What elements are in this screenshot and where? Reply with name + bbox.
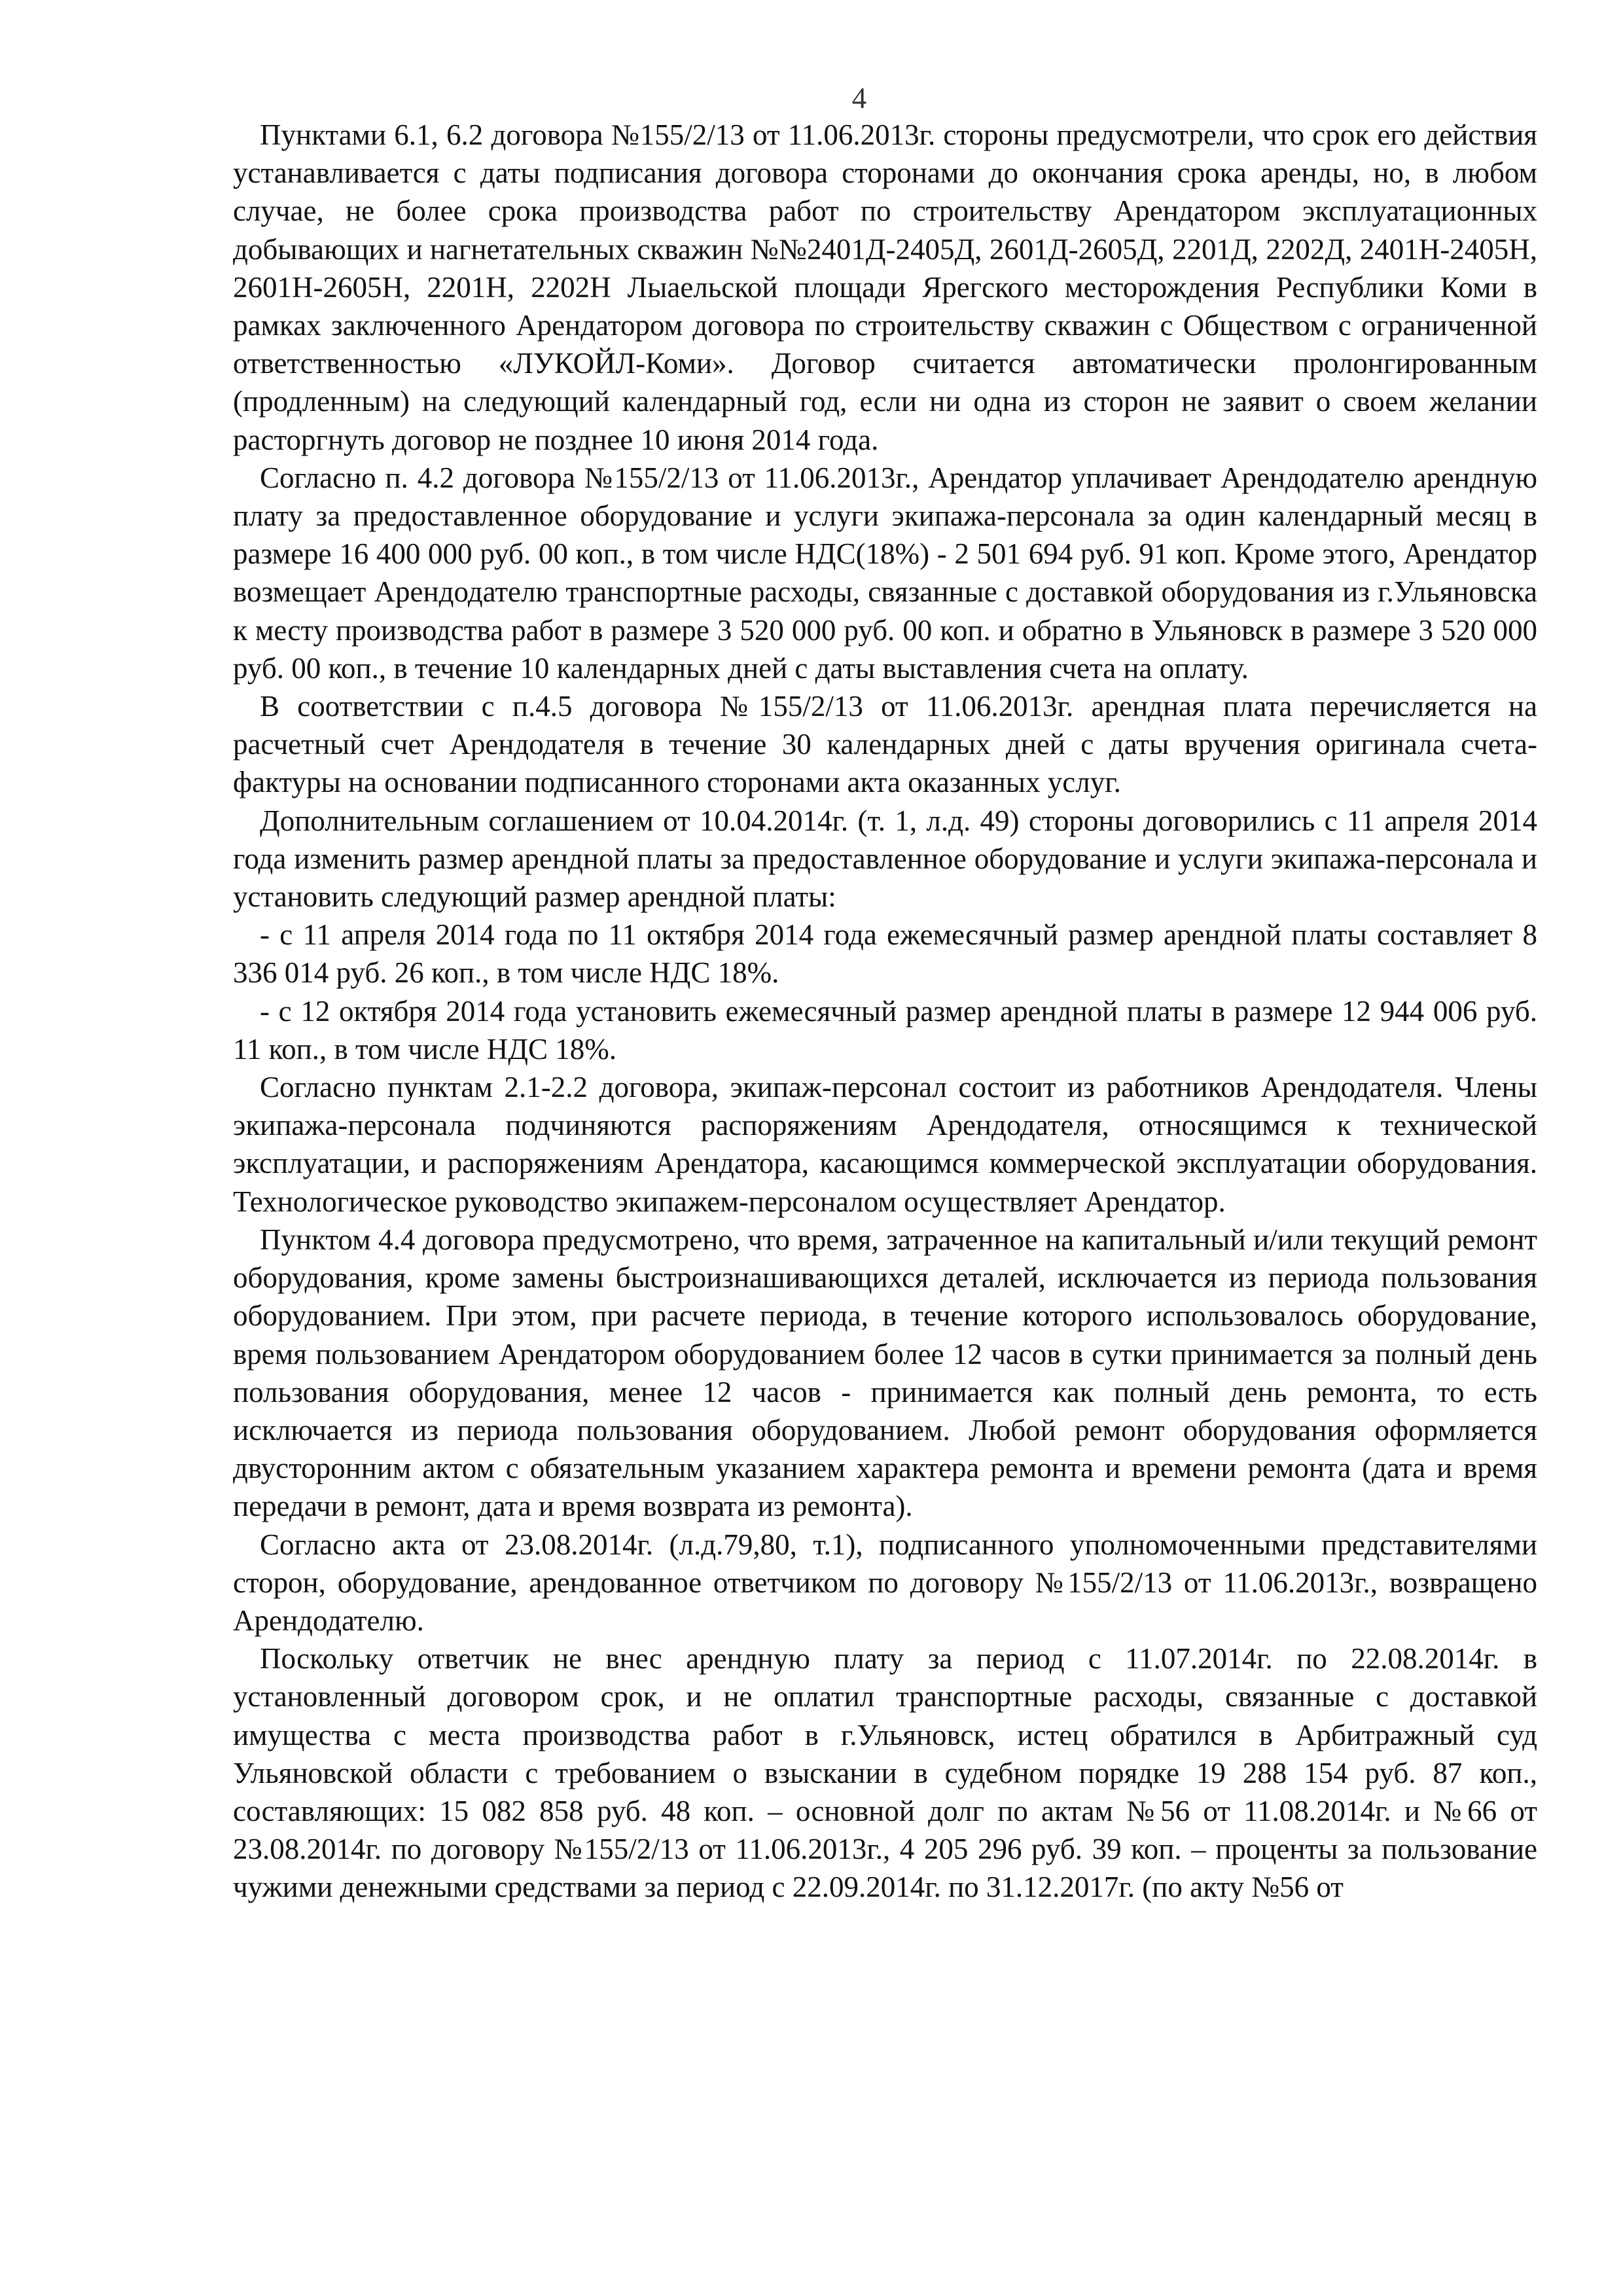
paragraph-crew-personnel: Согласно пунктам 2.1-2.2 договора, экипаж-персонал состоит из работников Арендодателя. Члены экипажа-персонала подчиняются распоряжениям Арендодателя, относящимся к технической эксплуатации, и распоряжениям Арендатора, касающимся коммерческой эксплуатации оборудования. Технологическое руководство экипажем-персоналом осуществляет Арендатор. [233,1071,1537,1218]
paragraph-contract-term: Пунктами 6.1, 6.2 договора №155/2/13 от 11.06.2013г. стороны предусмотрели, что срок его действия устанавливается с даты подписания договора сторонами до окончания срока аренды, но, в любом случае, не более срока производства работ по строительству Арендатором эксплуатационных добывающих и нагнетательных скважин №№2401Д-2405Д, 2601Д-2605Д, 2201Д, 2202Д, 2401Н-2405Н, 2601Н-2605Н, 2201Н, 2202Н Лыаельской площади Ярегского месторождения Республики Коми в рамках заключенного Арендатором договора по строительству скважин с Обществом с ограниченной ответственностью «ЛУКОЙЛ-Коми». Договор считается автоматически пролонгированным (продленным) на следующий календарный год, если ни одна из сторон не заявит о своем желании расторгнуть договор не позднее 10 июня 2014 года. [233,118,1537,456]
paragraph-repair-time: Пунктом 4.4 договора предусмотрено, что время, затраченное на капитальный и/или текущий ремонт оборудования, кроме замены быстроизнашивающихся деталей, исключается из периода пользования оборудованием. При этом, при расчете периода, в течение которого использовалось оборудование, время пользованием Арендатором оборудованием более 12 часов в сутки принимается за полный день пользования оборудования, менее 12 часов - принимается как полный день ремонта, то есть исключается из периода пользования оборудованием. Любой ремонт оборудования оформляется двусторонним актом с обязательным указанием характера ремонта и времени ремонта (дата и время передачи в ремонт, дата и время возврата из ремонта). [233,1223,1537,1523]
paragraph-supplementary-agreement: Дополнительным соглашением от 10.04.2014г. (т. 1, л.д. 49) стороны договорились с 11 апреля 2014 года изменить размер арендной платы за предоставленное оборудование и услуги экипажа-персонала и установить следующий размер арендной платы: [233,804,1537,914]
page-number: 4 [851,82,867,115]
document-body [233,116,1537,1907]
paragraph-return-act: Согласно акта от 23.08.2014г. (л.д.79,80, т.1), подписанного уполномоченными представителями сторон, оборудование, арендованное ответчиком по договору №155/2/13 от 11.06.2013г., возвращено Арендодателю. [233,1528,1537,1637]
paragraph-rent-amount: Согласно п. 4.2 договора №155/2/13 от 11.06.2013г., Арендатор уплачивает Арендодателю арендную плату за предоставленное оборудование и услуги экипажа-персонала за один календарный месяц в размере 16 400 000 руб. 00 коп., в том числе НДС(18%) - 2 501 694 руб. 91 коп. Кроме этого, Арендатор возмещает Арендодателю транспортные расходы, связанные с доставкой оборудования из г.Ульяновска к месту производства работ в размере 3 520 000 руб. 00 коп. и обратно в Ульяновск в размере 3 520 000 руб. 00 коп., в течение 10 календарных дней с даты выставления счета на оплату. [233,461,1537,685]
paragraph-rent-payment: В соответствии с п.4.5 договора №155/2/13 от 11.06.2013г. арендная плата перечисляется на расчетный счет Арендодателя в течение 30 календарных дней с даты вручения оригинала счета-фактуры на основании подписанного сторонами акта оказанных услуг. [233,690,1537,799]
paragraph-rent-from-october: - с 12 октября 2014 года установить ежемесячный размер арендной платы в размере 12 944 006 руб. 11 коп., в том числе НДС 18%. [233,994,1537,1066]
paragraph-rent-april-october: - с 11 апреля 2014 года по 11 октября 2014 года ежемесячный размер арендной платы составляет 8 336 014 руб. 26 коп., в том числе НДС 18%. [233,918,1537,990]
paragraph-claim: Поскольку ответчик не внес арендную плату за период с 11.07.2014г. по 22.08.2014г. в установленный договором срок, и не оплатил транспортные расходы, связанные с доставкой имущества с места производства работ в г.Ульяновск, истец обратился в Арбитражный суд Ульяновской области с требованием о взыскании в судебном порядке 19 288 154 руб. 87 коп., составляющих: 15 082 858 руб. 48 коп. – основной долг по актам №56 от 11.08.2014г. и №66 от 23.08.2014г. по договору №155/2/13 от 11.06.2013г., 4 205 296 руб. 39 коп. – проценты за пользование чужими денежными средствами за период с 22.09.2014г. по 31.12.2017г. (по акту №56 от [233,1642,1537,1904]
